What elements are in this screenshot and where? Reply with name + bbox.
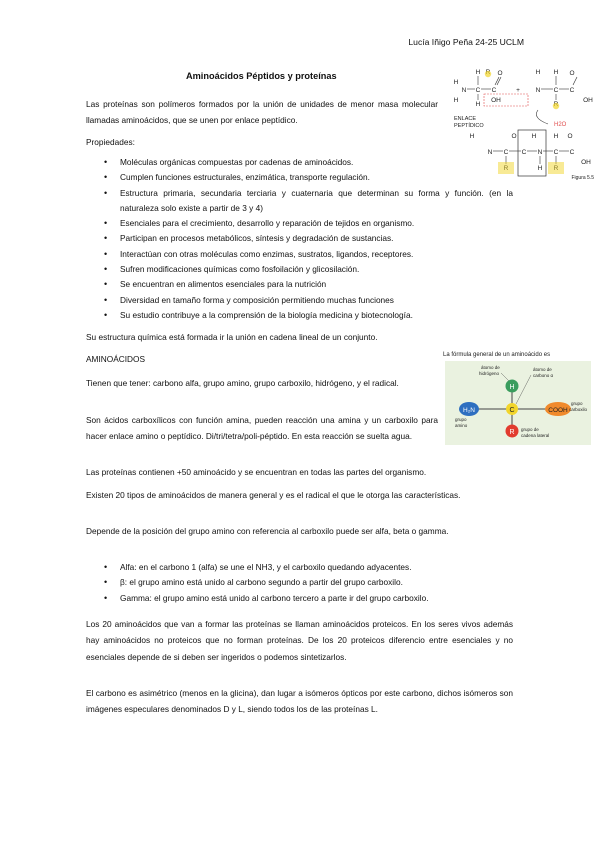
- list-item: • Esenciales para el crecimiento, desarrollo y reparación de tejidos en organismo.: [86, 216, 513, 231]
- atom-label: H: [553, 133, 559, 140]
- atom-label: H: [453, 97, 459, 104]
- atom-label: H: [531, 133, 537, 140]
- atom-label: N: [535, 87, 541, 94]
- atom-label: C: [521, 149, 527, 156]
- plus-sign: +: [516, 87, 520, 94]
- label-alpha-carbon: carbono α: [533, 373, 554, 378]
- list-item: • Moléculas orgánicas compuestas por cadenas de aminoácidos.: [86, 155, 513, 170]
- list-item: • Se encuentran en alimentos esenciales para la nutrición: [86, 277, 513, 292]
- atom-label: C: [553, 149, 559, 156]
- paragraph-components: Tienen que tener: carbono alfa, grupo amino, grupo carboxilo, hidrógeno, y el radical.: [86, 378, 399, 388]
- paragraph-carboxylic: Son ácidos carboxílicos con función amina, pueden reacción una amina y un carboxilo para hacer enlace amino o peptídico. Di/tri/tetra/poli-péptido. En esta reacción se suelta agua.: [86, 415, 438, 442]
- atom-label: C: [503, 149, 509, 156]
- atom-label: H: [553, 69, 559, 76]
- section-heading: AMINOÁCIDOS: [86, 354, 146, 364]
- peptide-bond-figure: [452, 66, 596, 182]
- label-carboxyl: grupo: [571, 401, 583, 406]
- amino-acid-figure: [443, 349, 595, 447]
- properties-label: Propiedades:: [86, 137, 135, 147]
- atom-label: O: [569, 70, 575, 77]
- r-symbol: R: [509, 429, 515, 436]
- list-item: • Cumplen funciones estructurales, enzimática, transporte regulación.: [86, 170, 513, 185]
- label-amino: amino: [455, 423, 468, 428]
- list-item: • Sufren modificaciones químicas como fosfoilación y glicosilación.: [86, 262, 513, 277]
- atom-label: N: [487, 149, 493, 156]
- atom-label: N: [461, 87, 467, 94]
- atom-label: O: [497, 70, 503, 77]
- label-amino: grupo: [455, 417, 467, 422]
- atom-label: H: [535, 69, 541, 76]
- list-item: • Diversidad en tamaño forma y composición permitiendo muchas funciones: [86, 293, 513, 308]
- atom-label: C: [491, 87, 497, 94]
- atom-label: O: [567, 133, 573, 140]
- label-carboxyl: carboxilo: [569, 407, 588, 412]
- atom-label: N: [537, 149, 543, 156]
- list-item: • Estructura primaria, secundaria terciaria y cuaternaria que determinan su forma y función. (en la naturaleza solo existe a partir de 3 y 4): [86, 186, 513, 217]
- amino-symbol: H₂N: [463, 407, 475, 414]
- bond-label-1: ENLACE: [454, 116, 477, 122]
- label-hydrogen: átomo de: [481, 365, 500, 370]
- bond-label-2: PEPTÍDICO: [454, 123, 484, 129]
- atom-label: OH: [581, 159, 591, 166]
- water-label: H2O: [554, 122, 567, 128]
- atom-label: H: [475, 69, 481, 76]
- carboxyl-symbol: COOH: [548, 407, 568, 414]
- atom-label: O: [511, 133, 517, 140]
- atom-label: C: [475, 87, 481, 94]
- atom-label: OH: [491, 97, 501, 104]
- atom-label: H: [475, 101, 481, 108]
- atom-label: H: [453, 79, 459, 86]
- positions-list: [86, 560, 513, 606]
- carbon-symbol: C: [509, 407, 515, 414]
- properties-list: [86, 155, 513, 323]
- paragraph-position: Depende de la posición del grupo amino con referencia al carboxilo puede ser alfa, beta o gamma.: [86, 526, 449, 536]
- intro-paragraph: Las proteínas son polímeros formados por la unión de unidades de menor masa molecular llamadas aminoácidos, que se unen por enlace peptídico.: [86, 99, 438, 126]
- list-item: • Alfa: en el carbono 1 (alfa) se une el NH3, y el carboxilo quedando adyacentes.: [86, 560, 513, 575]
- label-r-group: cadena lateral: [521, 433, 550, 438]
- figure-title: La fórmula general de un aminoácido es: [443, 352, 551, 358]
- list-item: • Interactúan con otras moléculas como enzimas, sustratos, ligandos, receptores.: [86, 247, 513, 262]
- list-item: • Participan en procesos metabólicos, síntesis y degradación de sustancias.: [86, 231, 513, 246]
- list-item: • β: el grupo amino está unido al carbono segundo a partir del grupo carboxilo.: [86, 575, 513, 590]
- structure-sentence: Su estructura química está formada ir la unión en cadena lineal de un conjunto.: [86, 332, 378, 342]
- paragraph-proteic: Los 20 aminoácidos que van a formar las proteínas se llaman aminoácidos proteicos. En los seres vivos además hay aminoácidos no proteicos que no forman proteínas. De los 20 proteicos diferencio entre esenciales y no esenciales depende de si deben ser ingeridos o podemos sintetizarlos.: [86, 619, 513, 662]
- label-hydrogen: hidrógeno: [479, 371, 500, 376]
- atom-label: H: [469, 133, 475, 140]
- label-r-group: grupo de: [521, 427, 539, 432]
- page-title: Aminoácidos Péptidos y proteínas: [186, 71, 337, 81]
- paragraph-proteins-count: Las proteínas contienen +50 aminoácido y se encuentran en todas las partes del organismo.: [86, 467, 427, 477]
- atom-label: H: [537, 165, 543, 172]
- hydrogen-symbol: H: [509, 384, 515, 391]
- atom-label: C: [569, 149, 575, 156]
- atom-label: C: [553, 87, 559, 94]
- paragraph-types: Existen 20 tipos de aminoácidos de manera general y es el radical el que le otorga las características.: [86, 490, 461, 500]
- figure-caption: Figura 5.5: [571, 175, 594, 181]
- atom-label: C: [569, 87, 575, 94]
- label-alpha-carbon: átomo de: [533, 367, 552, 372]
- paragraph-asymmetric: El carbono es asimétrico (menos en la glicina), dan lugar a isómeros ópticos por este carbono, dichos isómeros son imágenes especulares denominados D y L, siendo todos los de las proteínas L.: [86, 688, 513, 715]
- list-item: • Gamma: el grupo amino está unido al carbono tercero a parte ir del grupo carboxilo.: [86, 591, 513, 606]
- page-header: Lucía Iñigo Peña 24-25 UCLM: [408, 37, 524, 47]
- list-item: • Su estudio contribuye a la comprensión de la biología medicina y biotecnología.: [86, 308, 513, 323]
- atom-label: OH: [583, 97, 593, 104]
